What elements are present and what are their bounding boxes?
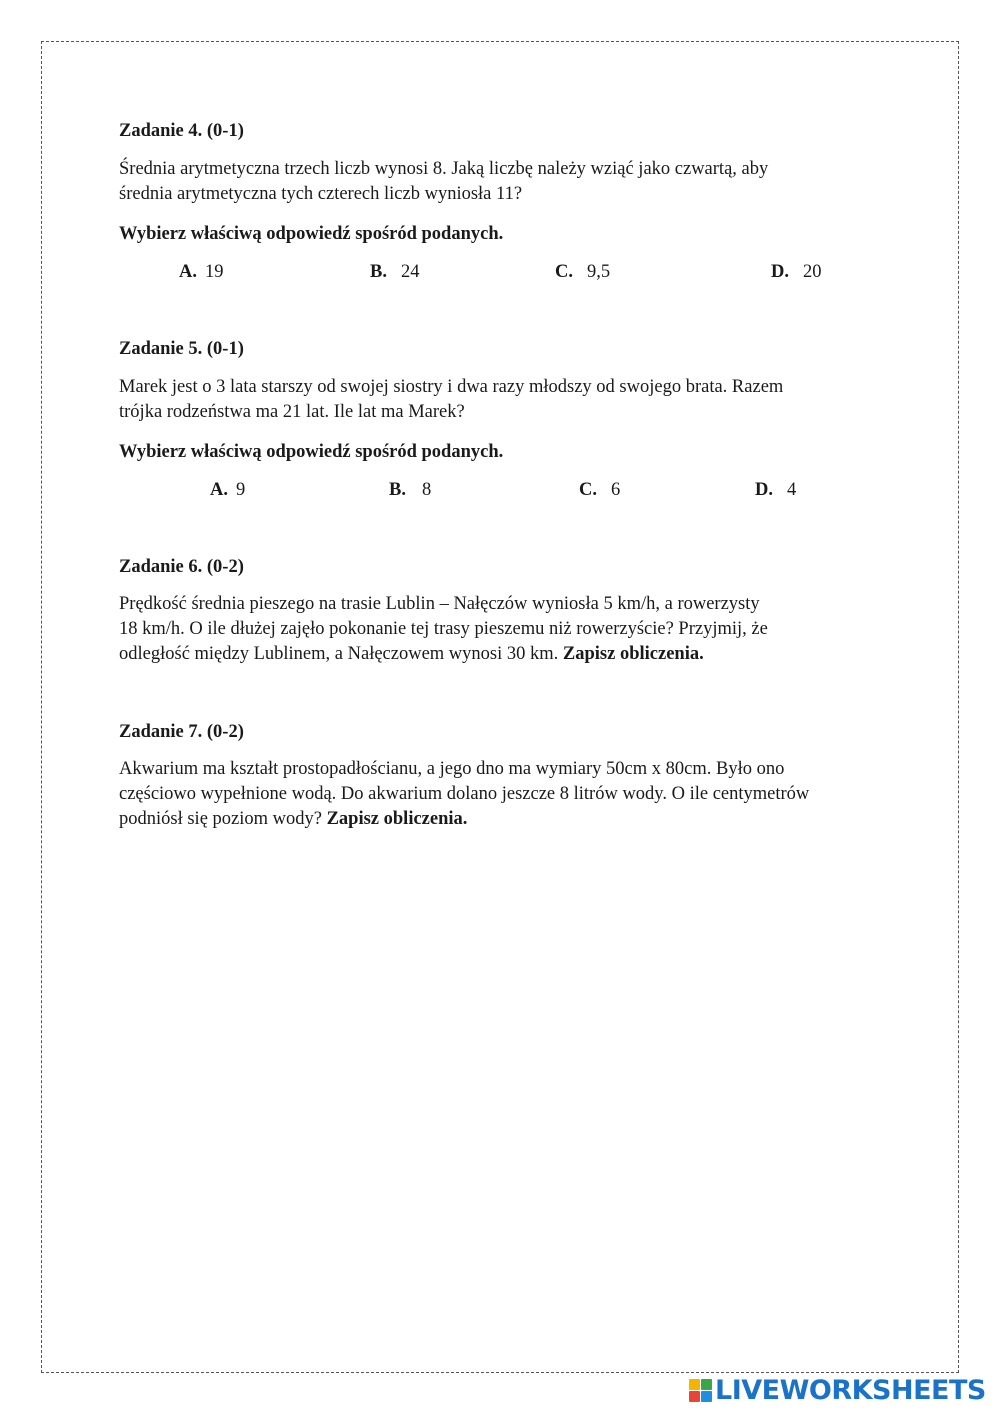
task-title: Zadanie 4. (0-1)	[119, 121, 244, 141]
answer-option-b[interactable]	[370, 260, 419, 284]
answer-option-c[interactable]	[555, 260, 610, 284]
task-title: Zadanie 7. (0-2)	[119, 722, 244, 742]
task-instruction: Wybierz właściwą odpowiedź spośród podanych.	[119, 224, 504, 244]
task-question	[119, 592, 889, 667]
answer-option-c[interactable]	[579, 478, 620, 502]
answer-value: 9	[236, 480, 246, 500]
liveworksheets-logo-icon	[689, 1379, 713, 1403]
answer-letter: A.	[179, 262, 197, 282]
answer-letter: A.	[210, 480, 228, 500]
task-question	[119, 375, 889, 425]
answer-value: 19	[205, 262, 224, 282]
question-line: odległość między Lublinem, a Nałęczowem wynosi 30 km.	[119, 644, 559, 664]
answer-letter: C.	[579, 480, 597, 500]
answer-option-d[interactable]	[771, 260, 822, 284]
task-6	[119, 555, 889, 664]
question-line: 18 km/h. O ile dłużej zajęło pokonanie tej trasy pieszemu niż rowerzyście? Przyjmij, że	[119, 619, 768, 639]
liveworksheets-logo[interactable]	[689, 1375, 986, 1406]
answer-value: 8	[421, 480, 432, 500]
answer-options	[119, 478, 889, 502]
answer-letter: B.	[370, 262, 387, 282]
answer-value: 6	[611, 480, 621, 500]
task-question	[119, 757, 889, 832]
question-line: Akwarium ma kształt prostopadłościanu, a jego dno ma wymiary 50cm x 80cm. Było ono	[119, 759, 785, 779]
task-7	[119, 720, 889, 829]
answer-letter: C.	[555, 262, 573, 282]
answer-option-a[interactable]	[179, 260, 224, 284]
question-line: średnia arytmetyczna tych czterech liczb wyniosła 11?	[119, 184, 523, 204]
answer-option-a[interactable]	[210, 478, 245, 502]
task-5	[119, 337, 889, 500]
task-question	[119, 157, 889, 207]
answer-value: 9,5	[587, 262, 611, 282]
answer-option-d[interactable]	[755, 478, 796, 502]
answer-letter: B.	[389, 480, 406, 500]
question-line: Marek jest o 3 lata starszy od swojej siostry i dwa razy młodszy od swojego brata. Razem	[119, 377, 784, 397]
task-title: Zadanie 5. (0-1)	[119, 339, 244, 359]
task-instruction: Wybierz właściwą odpowiedź spośród podanych.	[119, 442, 504, 462]
calculation-instruction: Zapisz obliczenia.	[562, 644, 704, 664]
answer-value: 20	[803, 262, 822, 282]
answer-option-b[interactable]	[389, 478, 431, 502]
question-line: Średnia arytmetyczna trzech liczb wynosi 8. Jaką liczbę należy wziąć jako czwartą, aby	[119, 159, 769, 179]
question-line: trójka rodzeństwa ma 21 lat. Ile lat ma Marek?	[119, 402, 465, 422]
question-line: Prędkość średnia pieszego na trasie Lublin – Nałęczów wyniosła 5 km/h, a rowerzysty	[119, 594, 760, 614]
task-4	[119, 119, 889, 282]
task-title: Zadanie 6. (0-2)	[119, 557, 244, 577]
question-line: częściowo wypełnione wodą. Do akwarium dolano jeszcze 8 litrów wody. O ile centymetrów	[119, 784, 810, 804]
logo-text: LIVEWORKSHEETS	[715, 1375, 986, 1406]
answer-value: 4	[787, 480, 797, 500]
answer-options	[119, 260, 889, 284]
answer-letter: D.	[755, 480, 773, 500]
question-line: podniósł się poziom wody?	[119, 809, 322, 829]
answer-value: 24	[400, 262, 420, 282]
calculation-instruction: Zapisz obliczenia.	[326, 809, 468, 829]
answer-letter: D.	[771, 262, 789, 282]
